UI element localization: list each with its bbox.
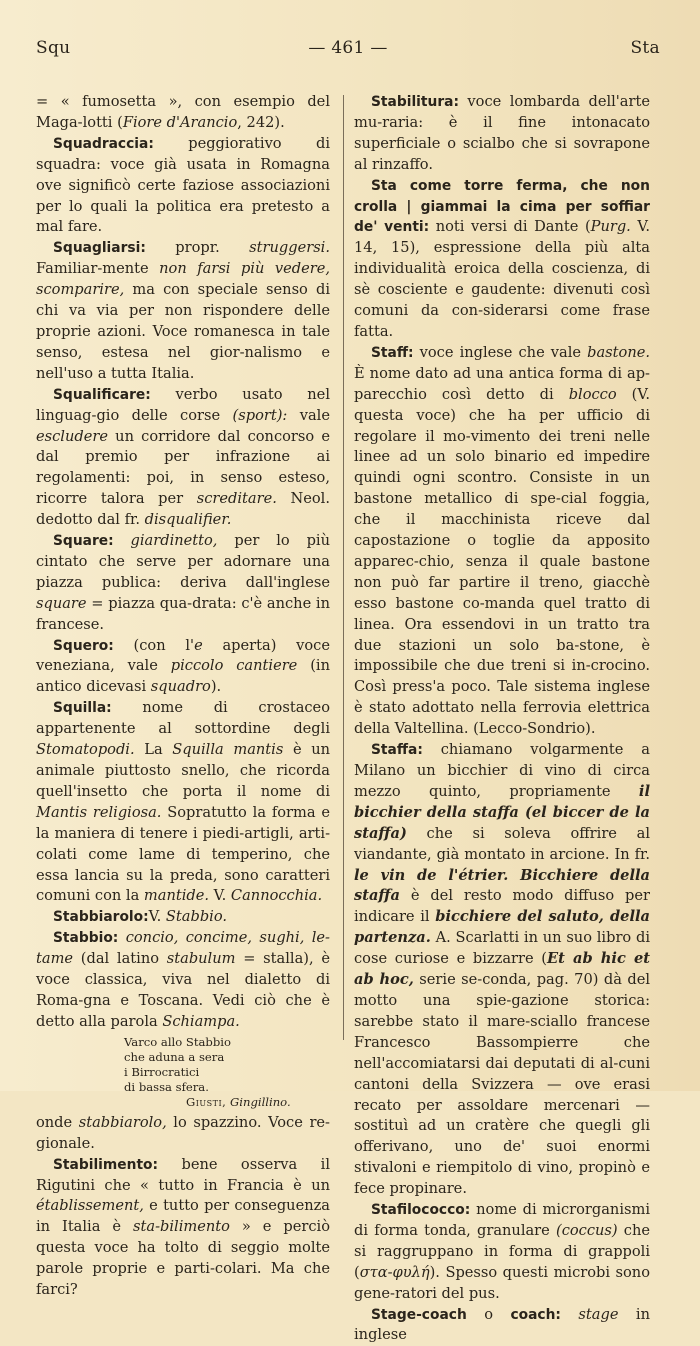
entry-squagliarsi: Squagliarsi: propr. struggersi. Familiar-mente non farsi più vedere, scomparire, ma con speciale senso di chi va via per non rispondere delle proprie azioni. Voce romanesca in tale senso, estesa nel gior-nalismo e nell'uso a tutta Italia. bbox=[36, 239, 330, 382]
entry-squalificare: Squalificare: verbo usato nel linguag-gio delle corse (sport): vale escludere un corridore dal concorso e dal premio per infrazione ai regolamenti: poi, in senso esteso, ricorre talora per screditare. Neol. dedotto dal fr. disqualifier. bbox=[36, 385, 330, 529]
headword: Staff: bbox=[371, 344, 414, 361]
headword: Stabbiarolo: bbox=[53, 909, 149, 926]
headword: Stage-coach bbox=[371, 1306, 467, 1323]
headword: Stabbio: bbox=[53, 930, 119, 947]
headword: Staffa: bbox=[371, 742, 423, 759]
column-divider bbox=[343, 95, 344, 1040]
entry-sta-come-torre: Sta come torre ferma, che non crolla | giammai la cima per soffiar de' venti: noti versi di Dante (Purg. V. 14, 15), espressione della più alta individualità eroica della coscienza, di sè cosciente e gaudente: divenuti così comuni da con-siderarsi come frase fatta. bbox=[354, 177, 650, 340]
left-column bbox=[36, 92, 330, 1301]
headword: Squagliarsi: bbox=[53, 240, 146, 257]
entry-squilla: Squilla: nome di crostaceo appartenente al sottordine degli Stomatopodi. La Squilla mantis è un animale piuttosto snello, che ricorda quell'insetto che porta il nome di Mantis religiosa. Sopratutto la forma e la maniera di tenere i piedi-artigli, arti-colati come lame di temperino, che essa lancia su la preda, sono caratteri comuni con la mantide. V. Cannocchia. bbox=[36, 699, 330, 905]
entry-stabbio: Stabbio: concio, concime, sughi, le-tame (dal latino stabulum = stalla), è voce classica, viva nel dialetto di Roma-gna e Toscana. Vedi ciò che è detto alla parola Schiampa. bbox=[36, 929, 330, 1030]
entry-staff: Staff: voce inglese che vale bastone. È nome dato ad una antica forma di ap-parecchio così detto di blocco (V. questa voce) che ha per ufficio di regolare il mo-vimento dei treni nelle linee ad un solo binario ed impedire quindi ogni scontro. Consiste in un bastone metallico di spe-cial foggia, che il macchinista riceve dal capostazione o toglie da apposito apparec-chio, senza il quale bastone non può far partire il treno, giacchè esso bastone co-manda quel tratto di linea. Ora essendovi in un tratto tra due stazioni un solo ba-stone, è impossibile che due treni si in-crocino. Così press'a poco. Tale sistema inglese è stato adottato nella ferrovia elettrica della Valtellina. (Lecco-Sondrio). bbox=[354, 343, 650, 738]
running-header bbox=[36, 38, 660, 62]
verse-quotation bbox=[124, 1035, 330, 1095]
verse-line: che aduna a sera bbox=[124, 1049, 225, 1064]
header-right-guide-word: Sta bbox=[630, 38, 660, 58]
headword: Squilla: bbox=[53, 700, 112, 717]
quotation-attribution: Giusti, Gingillino. bbox=[186, 1094, 291, 1109]
headword: Squalificare: bbox=[53, 386, 151, 403]
entry-staffa: Staffa: chiamano volgarmente a Milano un bicchier di vino di circa mezzo quinto, propriamente il bicchier della staffa (el biccer de la staffa) che si soleva offrire al viandante, già montato in arcione. In fr. le vin de l'étrier. Bicchiere della staffa è del resto modo diffuso per indicare il bicchiere del saluto, della partenza. A. Scarlatti in un suo libro di cose curiose e bizzarre (Et ab hic et ab hoc, serie se-conda, pag. 70) dà del motto una spie-gazione storica: sarebbe stato il mare-sciallo francese Francesco Bassompierre che nell'accomiatarsi dai deputati di al-cuni cantoni della Svizzera — ove erasi recato per assoldare mercenari — sostituì ad un cratère che quegli gli offerivano, uno de' suoi enormi stivaloni e riempitolo di vino, propinò e fece propinare. bbox=[354, 741, 651, 1198]
entry-stafilococco: Stafilococco: nome di microrganismi di forma tonda, granulare (coccus) che si raggruppano in forma di grappoli (στα-φυλή). Spesso questi microbi sono gene-ratori del pus. bbox=[354, 1201, 650, 1302]
headword: Squadraccia: bbox=[53, 135, 154, 152]
page-number: — 461 — bbox=[308, 38, 388, 58]
headword: Stafilococco: bbox=[371, 1202, 471, 1219]
headword: Sta come torre ferma, che non crolla | giammai la cima per soffiar de' venti: bbox=[354, 177, 650, 236]
headword: Stabilimento: bbox=[53, 1156, 159, 1173]
entry-squero: Squero: (con l'e aperta) voce veneziana, vale piccolo cantiere (in antico dicevasi squadro). bbox=[36, 636, 330, 696]
verse-line: Varco allo Stabbio bbox=[124, 1034, 231, 1049]
verse-line: i Birrocratici bbox=[124, 1064, 200, 1079]
entry-stabbiarolo: Stabbiarolo:V. Stabbio. bbox=[53, 908, 228, 926]
entry-stabbio-continuation: onde stabbiarolo, lo spazzino. Voce re-gionale. bbox=[36, 1113, 330, 1152]
entry-continuation: = « fumosetta », con esempio del Maga-lotti (Fiore d'Arancio, 242). bbox=[36, 93, 330, 131]
header-left-guide-word: Squ bbox=[36, 38, 71, 58]
entry-stabilimento: Stabilimento: bene osserva il Rigutini che « tutto in Francia è un établissement, e tutto per conseguenza in Italia è sta-bilimento » e perciò questa voce ha tolto di seggio molte parole proprie e parti-colari. Ma che farci? bbox=[36, 1155, 330, 1299]
headword: Stabilitura: bbox=[371, 94, 459, 110]
entry-square: Square: giardinetto, per lo più cintato che serve per adornare una piazza publica: deriva dall'inglese square = piazza qua-drata: c'è anche in francese. bbox=[36, 532, 331, 633]
headword: coach: bbox=[510, 1306, 561, 1323]
headword: Squero: bbox=[53, 637, 114, 654]
entry-stage-coach: Stage-coach o coach: stage in inglese bbox=[354, 1305, 650, 1344]
entry-stabilitura: Stabilitura: voce lombarda dell'arte mu-raria: è il fine intonacato superficiale o scialbo che si sovrapone al rinzaffo. bbox=[354, 93, 650, 173]
right-column bbox=[354, 92, 650, 1346]
verse-line: di bassa sfera. bbox=[124, 1079, 209, 1094]
headword: Square: bbox=[53, 533, 114, 550]
entry-squadraccia: Squadraccia: peggiorativo di squadra: voce già usata in Romagna ove significò certe faziose associazioni per lo quali la politica era pretesto a mal fare. bbox=[36, 134, 330, 236]
